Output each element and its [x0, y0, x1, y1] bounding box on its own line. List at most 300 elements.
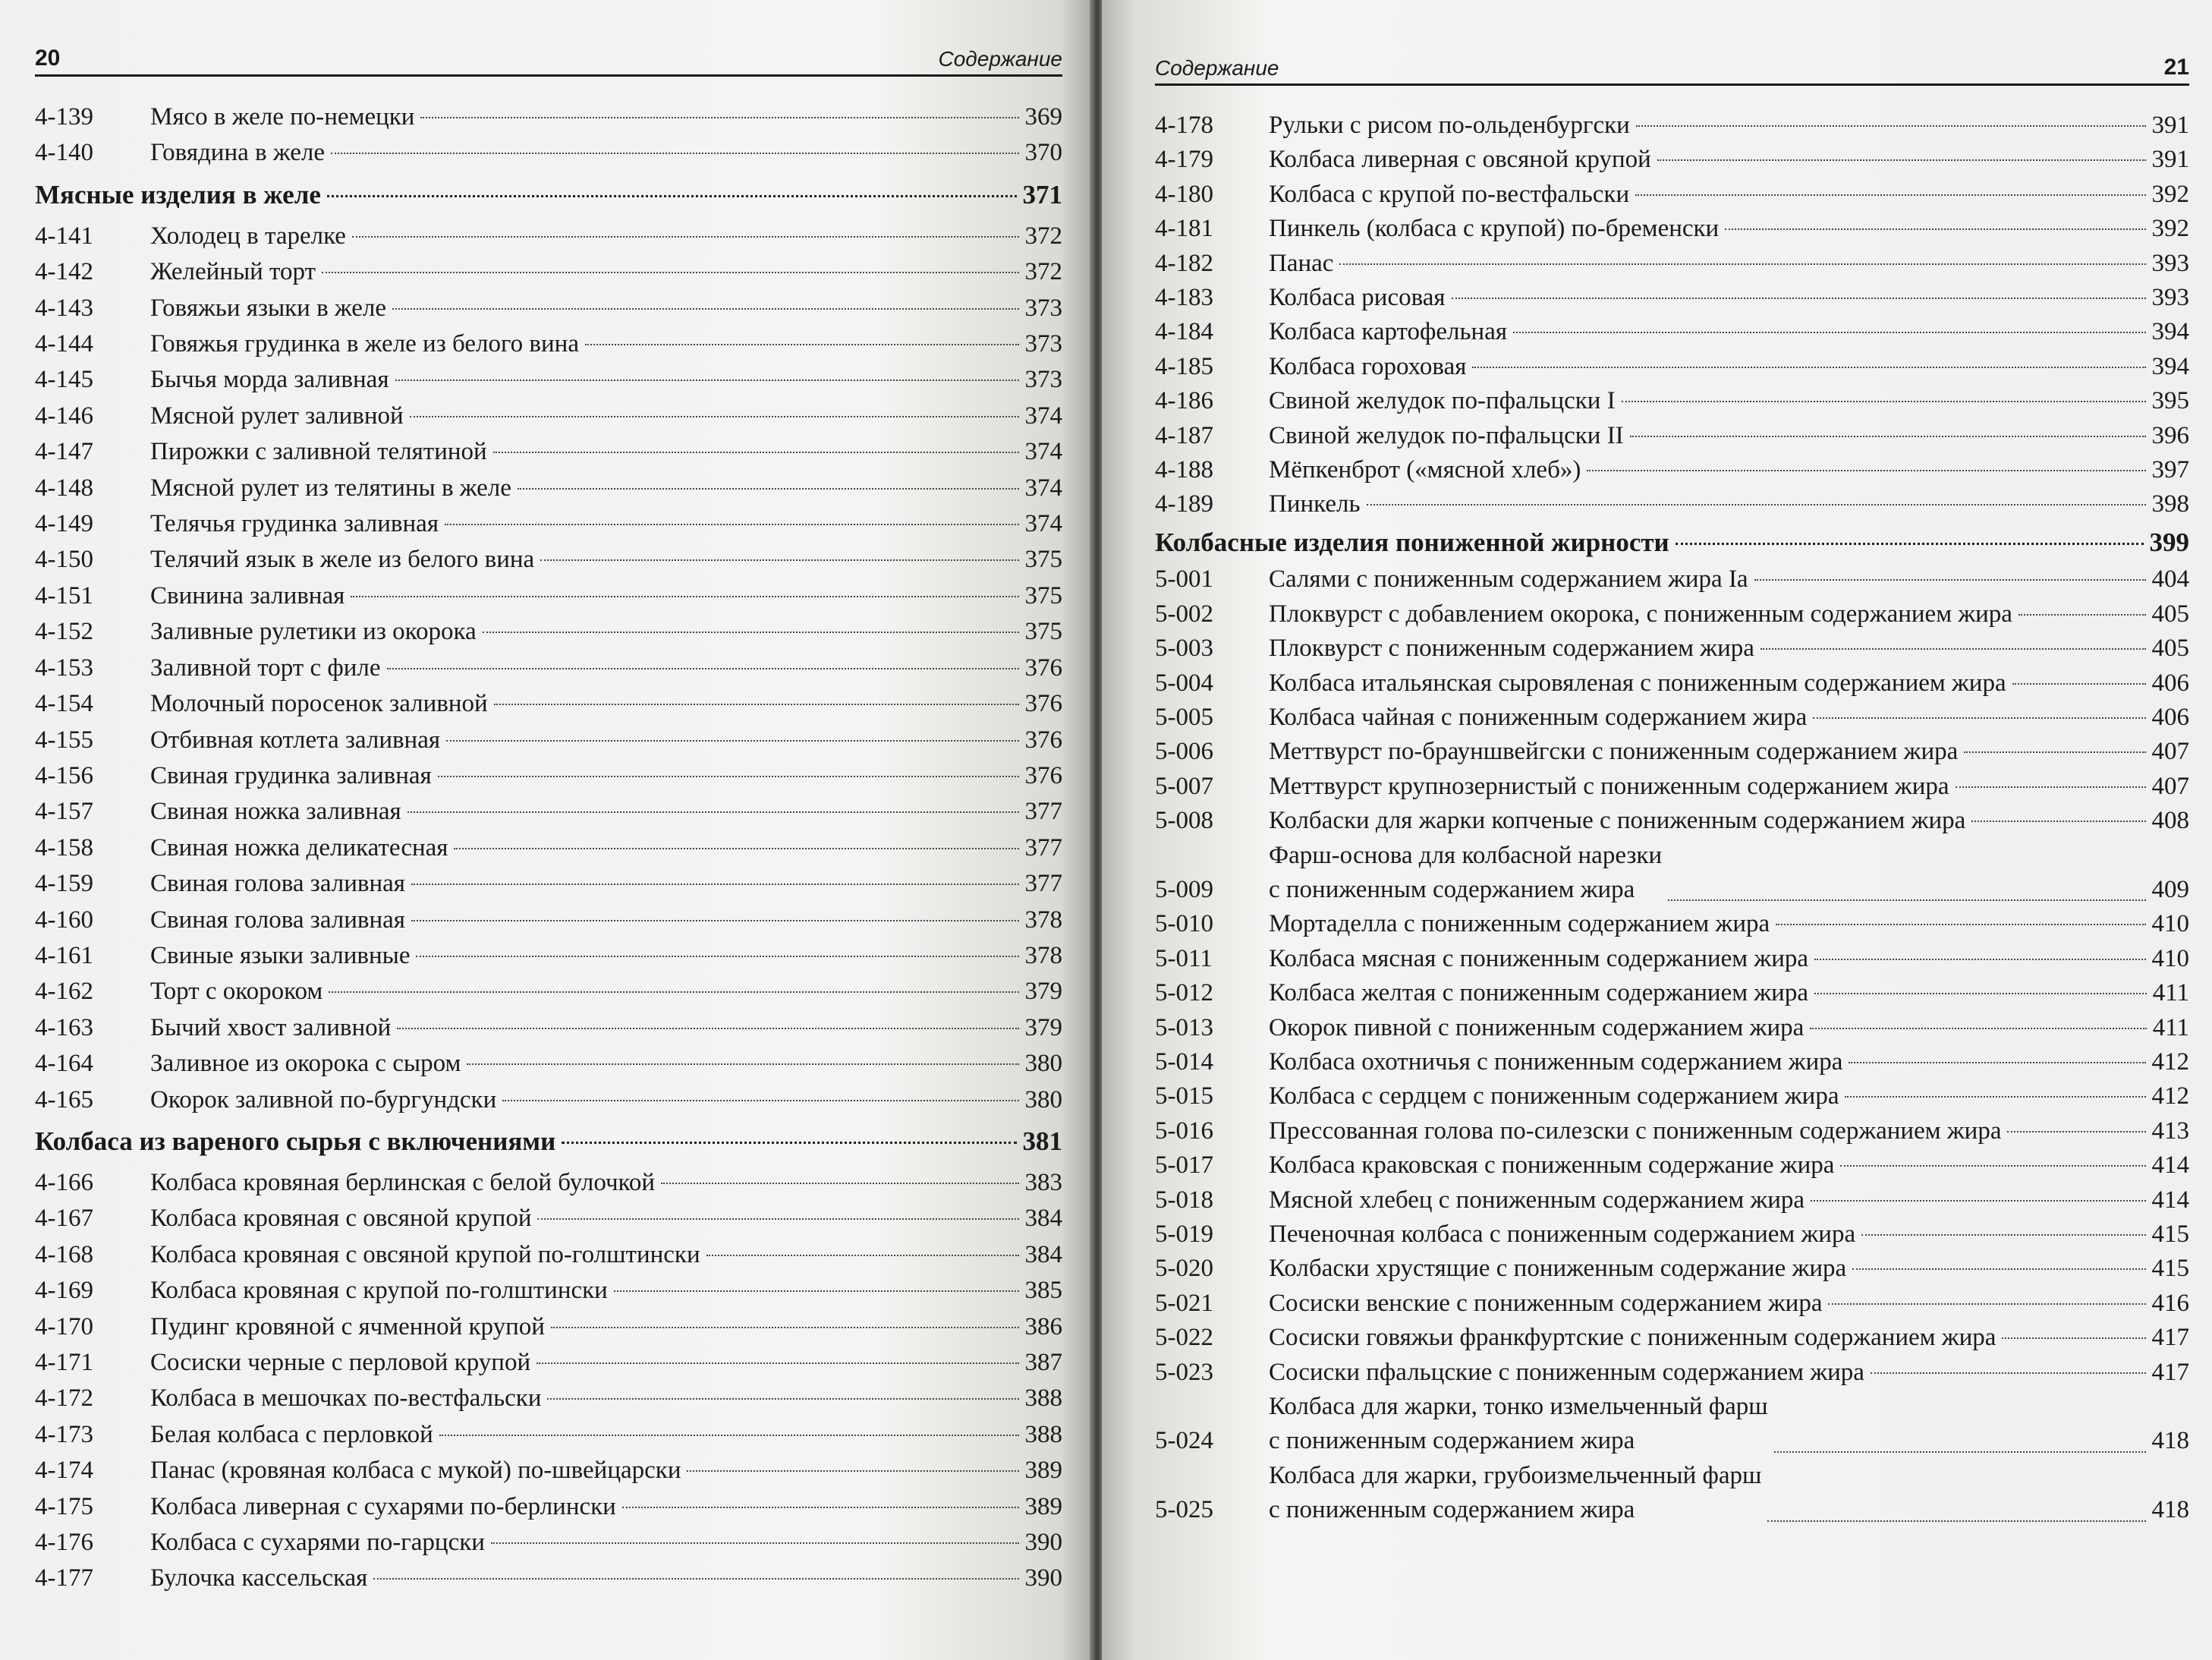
entry-code: 4-145	[35, 366, 93, 394]
toc-entry	[35, 686, 1062, 722]
dot-leader	[392, 308, 1018, 310]
entry-page-number: 405	[2151, 635, 2189, 663]
entry-title: Пинкель	[1269, 490, 1361, 518]
toc-entry	[1155, 1217, 2189, 1252]
dot-leader	[1754, 579, 2146, 581]
entry-code: 5-002	[1155, 600, 1213, 628]
dot-leader	[1840, 1165, 2145, 1167]
toc-entry	[35, 1309, 1062, 1345]
page-header	[1155, 55, 2189, 86]
entry-page-number: 377	[1024, 833, 1062, 861]
dot-leader	[387, 668, 1019, 669]
entry-code: 4-162	[35, 978, 93, 1006]
entry-page-number: 372	[1024, 222, 1062, 250]
toc-entry	[35, 902, 1062, 938]
entry-page-number: 376	[1024, 761, 1062, 789]
entry-page-number: 407	[2151, 738, 2189, 766]
page-number: 21	[2163, 55, 2189, 80]
toc-entry	[1155, 178, 2189, 212]
running-title: Содержание	[938, 47, 1062, 71]
entry-title: Мясной рулет из телятины в желе	[150, 474, 511, 502]
entry-code: 4-146	[35, 402, 93, 430]
entry-page-number: 406	[2151, 703, 2189, 731]
toc-entry	[35, 542, 1062, 578]
toc-entry	[1155, 839, 2189, 908]
toc-entry	[35, 1453, 1062, 1488]
entry-title: Бычья морда заливная	[150, 366, 389, 394]
entry-code: 4-175	[35, 1492, 93, 1520]
entry-title: Печеночная колбаса с пониженным содержанием жира	[1269, 1221, 1856, 1248]
toc-entry	[1155, 384, 2189, 418]
section-title: Мясные изделия в желе	[35, 179, 321, 209]
dot-leader	[1725, 228, 2145, 230]
entry-title: Колбаса с сердцем с пониженным содержанием жира	[1269, 1082, 1839, 1110]
toc-entry	[35, 291, 1062, 326]
entry-code: 4-164	[35, 1050, 93, 1078]
entry-title: Сосиски венские с пониженным содержанием жира	[1269, 1289, 1823, 1317]
dot-leader	[1852, 1268, 2145, 1270]
entry-code: 5-017	[1155, 1151, 1213, 1180]
toc-entry	[1155, 1011, 2189, 1045]
entry-page-number: 370	[1024, 139, 1062, 167]
entry-code: 4-155	[35, 726, 93, 754]
entry-code: 5-024	[1155, 1427, 1213, 1455]
entry-page-number: 408	[2151, 807, 2189, 835]
dot-leader	[410, 416, 1019, 417]
entry-code: 4-170	[35, 1312, 93, 1340]
entry-page-number: 373	[1024, 294, 1062, 322]
toc-entry	[1155, 1183, 2189, 1217]
entry-code: 4-174	[35, 1457, 93, 1485]
entry-code: 4-182	[1155, 249, 1213, 277]
entry-page-number: 375	[1024, 618, 1062, 646]
toc-entry	[35, 135, 1062, 171]
entry-page-number: 389	[1024, 1457, 1062, 1485]
toc-entry	[1155, 212, 2189, 246]
toc-entry	[1155, 109, 2189, 143]
entry-title: Заливное из окорока с сыром	[150, 1050, 461, 1078]
entry-page-number: 371	[1022, 179, 1062, 209]
entry-title: Мёпкенброт («мясной хлеб»)	[1269, 456, 1581, 484]
toc-entry	[1155, 350, 2189, 384]
entry-page-number: 417	[2151, 1358, 2189, 1386]
entry-page-number: 385	[1024, 1277, 1062, 1305]
dot-leader	[585, 344, 1019, 345]
toc-entry	[35, 794, 1062, 830]
entry-title-line2: с пониженным содержанием жира	[1269, 875, 1635, 903]
toc-entry	[35, 99, 1062, 135]
toc-entry	[35, 1345, 1062, 1381]
dot-leader	[1767, 1520, 2145, 1522]
entry-code: 5-004	[1155, 669, 1213, 697]
toc-entry	[35, 1489, 1062, 1525]
entry-title: Говядина в желе	[150, 139, 325, 167]
entry-page-number: 409	[2151, 875, 2189, 903]
running-title: Содержание	[1155, 56, 1279, 80]
entry-page-number: 373	[1024, 330, 1062, 358]
entry-page-number: 418	[2151, 1496, 2189, 1524]
entry-page-number: 379	[1024, 1013, 1062, 1041]
toc-entry	[1155, 487, 2189, 521]
dot-leader	[331, 153, 1019, 154]
entry-title: Белая колбаса с перловкой	[150, 1420, 433, 1448]
entry-code: 4-189	[1155, 490, 1213, 518]
entry-code: 4-165	[35, 1085, 93, 1113]
entry-title: Свиная ножка деликатесная	[150, 833, 448, 861]
toc-entry	[35, 398, 1062, 434]
entry-page-number: 384	[1024, 1240, 1062, 1268]
entry-code: 5-023	[1155, 1358, 1213, 1386]
dot-leader	[395, 380, 1019, 381]
dot-leader	[614, 1290, 1019, 1292]
entry-page-number: 377	[1024, 870, 1062, 898]
dot-leader	[518, 488, 1019, 490]
dot-leader	[687, 1470, 1018, 1472]
toc-entry	[1155, 976, 2189, 1010]
dot-leader	[1956, 786, 2146, 788]
toc-entry	[35, 974, 1062, 1010]
entry-title: Панас (кровяная колбаса с мукой) по-швейцарски	[150, 1457, 681, 1485]
dot-leader	[1774, 1451, 2146, 1453]
entry-code: 4-157	[35, 798, 93, 826]
dot-leader	[1676, 543, 2144, 545]
entry-page-number: 389	[1024, 1492, 1062, 1520]
dot-leader	[397, 1028, 1018, 1029]
entry-page-number: 374	[1024, 438, 1062, 466]
entry-page-number: 416	[2151, 1289, 2189, 1317]
entry-title: Пудинг кровяной с ячменной крупой	[150, 1312, 545, 1340]
entry-page-number: 386	[1024, 1312, 1062, 1340]
dot-leader	[706, 1255, 1019, 1256]
entry-title: Свиные языки заливные	[150, 941, 411, 969]
entry-page-number: 396	[2151, 421, 2189, 449]
toc-entry	[1155, 562, 2189, 597]
entry-code: 4-142	[35, 258, 93, 286]
dot-leader	[467, 1063, 1018, 1065]
entry-code: 4-156	[35, 761, 93, 789]
entry-code: 4-163	[35, 1013, 93, 1041]
entry-title: Говяжья грудинка в желе из белого вина	[150, 330, 579, 358]
entry-title: Торт с окороком	[150, 978, 323, 1006]
entry-code: 4-179	[1155, 146, 1213, 174]
entry-code: 5-010	[1155, 910, 1213, 938]
dot-leader	[493, 452, 1019, 453]
entry-page-number: 393	[2151, 284, 2189, 312]
entry-title: Плоквурст с пониженным содержанием жира	[1269, 635, 1754, 663]
dot-leader	[1814, 993, 2147, 994]
entry-code: 4-183	[1155, 284, 1213, 312]
dot-leader	[547, 1398, 1018, 1400]
dot-leader	[373, 1578, 1018, 1580]
toc-entry	[1155, 1287, 2189, 1321]
entry-code: 5-015	[1155, 1082, 1213, 1110]
entry-code: 5-021	[1155, 1289, 1213, 1317]
entry-page-number: 387	[1024, 1349, 1062, 1376]
toc-entry	[35, 830, 1062, 866]
dot-leader	[411, 884, 1019, 885]
entry-code: 5-005	[1155, 703, 1213, 731]
toc-entry	[35, 1082, 1062, 1118]
entry-title: Булочка кассельская	[150, 1564, 368, 1592]
entry-code: 4-172	[35, 1384, 93, 1413]
entry-title: Окорок пивной с пониженным содержанием жира	[1269, 1013, 1805, 1041]
dot-leader	[1635, 194, 2145, 196]
toc-entry	[35, 1417, 1062, 1453]
toc-entry	[1155, 701, 2189, 735]
dot-leader	[1513, 332, 2145, 333]
entry-code: 4-171	[35, 1349, 93, 1376]
toc-entry	[35, 723, 1062, 758]
entry-page-number: 414	[2151, 1186, 2189, 1214]
dot-leader	[445, 524, 1019, 525]
entry-page-number: 410	[2151, 910, 2189, 938]
toc-entry	[1155, 1114, 2189, 1148]
toc-entry	[35, 254, 1062, 290]
entry-page-number: 418	[2151, 1427, 2189, 1455]
entry-page-number: 376	[1024, 726, 1062, 754]
entry-page-number: 392	[2151, 180, 2189, 208]
entry-page-number: 377	[1024, 798, 1062, 826]
entry-title: Меттвурст крупнозернистый с пониженным содержанием жира	[1269, 772, 1949, 800]
entry-title	[1269, 839, 1662, 908]
dot-leader	[1657, 159, 2146, 161]
entry-page-number: 392	[2151, 215, 2189, 243]
entry-title: Сосиски пфальцские с пониженным содержанием жира	[1269, 1358, 1864, 1386]
entry-page-number: 388	[1024, 1420, 1062, 1448]
entry-code: 4-181	[1155, 215, 1213, 243]
dot-leader	[1964, 751, 2145, 753]
entry-page-number: 395	[2151, 387, 2189, 415]
entry-title: Рульки с рисом по-ольденбургски	[1269, 112, 1630, 139]
entry-code: 4-160	[35, 906, 93, 934]
toc-entry	[35, 506, 1062, 542]
entry-title: Свиная грудинка заливная	[150, 761, 432, 789]
right-page	[1102, 0, 2212, 1660]
entry-code: 5-019	[1155, 1221, 1213, 1248]
entry-code: 4-154	[35, 690, 93, 718]
entry-code: 4-173	[35, 1420, 93, 1448]
toc-entry	[35, 1046, 1062, 1082]
entry-code: 4-152	[35, 618, 93, 646]
entry-code: 5-014	[1155, 1047, 1213, 1076]
dot-leader	[454, 848, 1018, 849]
toc-entry	[35, 362, 1062, 398]
entry-page-number: 373	[1024, 366, 1062, 394]
dot-leader	[502, 1100, 1018, 1101]
entry-title: Колбаски для жарки копченые с пониженным содержанием жира	[1269, 807, 1966, 835]
dot-leader	[411, 920, 1019, 921]
entry-page-number: 399	[2149, 527, 2189, 557]
entry-title: Салями с пониженным содержанием жира Ia	[1269, 565, 1748, 594]
dot-leader	[1668, 899, 2145, 901]
entry-title: Мортаделла с пониженным содержанием жира	[1269, 910, 1770, 938]
entry-page-number: 378	[1024, 941, 1062, 969]
dot-leader	[1367, 504, 2146, 506]
entry-code: 4-161	[35, 941, 93, 969]
dot-leader	[438, 776, 1019, 777]
entry-title: Колбаса кровяная берлинская с белой булочкой	[150, 1168, 656, 1196]
entry-code: 4-141	[35, 222, 93, 250]
dot-leader	[551, 1327, 1019, 1328]
entry-page-number: 390	[1024, 1529, 1062, 1557]
entry-page-number: 374	[1024, 510, 1062, 538]
dot-leader	[491, 1542, 1019, 1544]
entry-title-line2: с пониженным содержанием жира	[1269, 1427, 1635, 1455]
entry-code: 4-167	[35, 1205, 93, 1233]
dot-leader	[407, 811, 1019, 813]
toc-entry	[1155, 1148, 2189, 1183]
toc-entry	[1155, 735, 2189, 769]
dot-leader	[2012, 683, 2146, 685]
entry-title: Меттвурст по-брауншвейгски с пониженным содержанием жира	[1269, 738, 1959, 766]
entry-code: 4-166	[35, 1168, 93, 1196]
entry-page-number: 397	[2151, 456, 2189, 484]
dot-leader	[1760, 648, 2146, 650]
entry-title: Мясной рулет заливной	[150, 402, 404, 430]
toc-entry	[1155, 247, 2189, 281]
toc-entry	[35, 471, 1062, 506]
toc-section-heading	[1155, 522, 2189, 562]
entry-page-number: 414	[2151, 1151, 2189, 1180]
entry-page-number: 381	[1022, 1126, 1062, 1156]
toc-entry	[1155, 770, 2189, 804]
entry-title: Заливной торт с филе	[150, 654, 381, 682]
toc-entry	[1155, 143, 2189, 177]
dot-leader	[483, 632, 1019, 633]
dot-leader	[1811, 1200, 2145, 1202]
entry-title: Мясной хлебец с пониженным содержанием жира	[1269, 1186, 1805, 1214]
entry-title-line2: с пониженным содержанием жира	[1269, 1496, 1635, 1524]
toc-entry	[1155, 666, 2189, 701]
entry-title-line1: Колбаса для жарки, грубоизмельченный фарш	[1269, 1461, 1762, 1489]
entry-title: Колбаса чайная с пониженным содержанием жира	[1269, 703, 1808, 731]
entry-page-number: 379	[1024, 978, 1062, 1006]
dot-leader	[420, 117, 1018, 118]
entry-page-number: 372	[1024, 258, 1062, 286]
dot-leader	[1871, 1372, 2146, 1374]
entry-page-number: 375	[1024, 581, 1062, 610]
toc-entry	[35, 1010, 1062, 1046]
entry-title: Пинкель (колбаса с крупой) по-бременски	[1269, 215, 1720, 243]
entry-title: Говяжьи языки в желе	[150, 294, 387, 322]
toc-entry	[35, 1273, 1062, 1309]
entry-page-number: 398	[2151, 490, 2189, 518]
entry-page-number: 369	[1024, 103, 1062, 131]
entry-title: Холодец в тарелке	[150, 222, 346, 250]
dot-leader	[1971, 821, 2145, 822]
dot-leader	[1587, 470, 2145, 471]
entry-title: Желейный торт	[150, 258, 316, 286]
entry-title: Окорок заливной по-бургундски	[150, 1085, 497, 1113]
entry-title: Колбаса кровяная с крупой по-голштински	[150, 1277, 608, 1305]
toc-entry	[1155, 1252, 2189, 1286]
entry-page-number: 393	[2151, 249, 2189, 277]
entry-code: 5-009	[1155, 875, 1213, 903]
entry-page-number: 412	[2151, 1047, 2189, 1076]
entry-title: Колбаса с сухарями по-гарцски	[150, 1529, 485, 1557]
entry-page-number: 415	[2151, 1221, 2189, 1248]
entry-code: 5-011	[1155, 944, 1213, 972]
table-of-contents	[1155, 109, 2189, 1528]
toc-entry	[35, 866, 1062, 902]
dot-leader	[2002, 1337, 2145, 1339]
entry-code: 4-180	[1155, 180, 1213, 208]
entry-title-line1: Колбаса для жарки, тонко измельченный фарш	[1269, 1393, 1768, 1421]
dot-leader	[1339, 263, 2145, 265]
entry-page-number: 380	[1024, 1085, 1062, 1113]
entry-code: 4-187	[1155, 421, 1213, 449]
dot-leader	[1828, 1303, 2145, 1305]
dot-leader	[536, 1362, 1018, 1364]
entry-code: 4-148	[35, 474, 93, 502]
entry-page-number: 411	[2152, 979, 2189, 1007]
dot-leader	[1813, 717, 2145, 719]
dot-leader	[327, 195, 1017, 197]
dot-leader	[352, 236, 1019, 238]
page-number: 20	[35, 46, 61, 71]
entry-code: 5-008	[1155, 807, 1213, 835]
dot-leader	[2018, 614, 2146, 616]
entry-title: Панас	[1269, 249, 1334, 277]
entry-code: 4-153	[35, 654, 93, 682]
entry-title: Телячья грудинка заливная	[150, 510, 439, 538]
entry-page-number: 378	[1024, 906, 1062, 934]
table-of-contents	[35, 99, 1062, 1597]
entry-page-number: 383	[1024, 1168, 1062, 1196]
entry-code: 4-159	[35, 870, 93, 898]
entry-title: Колбаса картофельная	[1269, 318, 1508, 346]
entry-page-number: 376	[1024, 690, 1062, 718]
entry-title: Отбивная котлета заливная	[150, 726, 441, 754]
toc-entry	[35, 938, 1062, 974]
entry-page-number: 380	[1024, 1050, 1062, 1078]
entry-page-number: 390	[1024, 1564, 1062, 1592]
entry-code: 4-188	[1155, 456, 1213, 484]
toc-entry	[1155, 804, 2189, 838]
entry-title-line1: Фарш-основа для колбасной нарезки	[1269, 841, 1663, 869]
dot-leader	[446, 740, 1018, 742]
section-title: Колбасные изделия пониженной жирности	[1155, 527, 1669, 557]
entry-page-number: 410	[2151, 944, 2189, 972]
entry-code: 4-177	[35, 1564, 93, 1592]
entry-title: Мясо в желе по-немецки	[150, 103, 415, 131]
toc-entry	[35, 1525, 1062, 1561]
entry-code: 5-007	[1155, 772, 1213, 800]
dot-leader	[416, 956, 1018, 957]
entry-title: Колбаса рисовая	[1269, 284, 1446, 312]
dot-leader	[1814, 959, 2145, 960]
entry-page-number: 375	[1024, 546, 1062, 574]
toc-entry	[35, 1165, 1062, 1201]
entry-page-number: 417	[2151, 1324, 2189, 1352]
entry-title: Колбаса кровяная с овсяной крупой по-голштински	[150, 1240, 700, 1268]
toc-entry	[1155, 942, 2189, 976]
entry-code: 4-186	[1155, 387, 1213, 415]
toc-entry	[1155, 419, 2189, 453]
left-page	[0, 0, 1093, 1660]
entry-code: 5-003	[1155, 635, 1213, 663]
entry-code: 4-140	[35, 139, 93, 167]
toc-entry	[1155, 1079, 2189, 1113]
entry-code: 4-184	[1155, 318, 1213, 346]
section-title: Колбаса из вареного сырья с включениями	[35, 1126, 556, 1156]
entry-title: Колбаса ливерная с сухарями по-берлински	[150, 1492, 616, 1520]
entry-title: Плоквурст с добавлением окорока, с пониженным содержанием жира	[1269, 600, 2012, 628]
entry-code: 4-185	[1155, 352, 1213, 380]
dot-leader	[622, 1507, 1019, 1508]
entry-title: Бычий хвост заливной	[150, 1013, 392, 1041]
entry-page-number: 391	[2151, 146, 2189, 174]
